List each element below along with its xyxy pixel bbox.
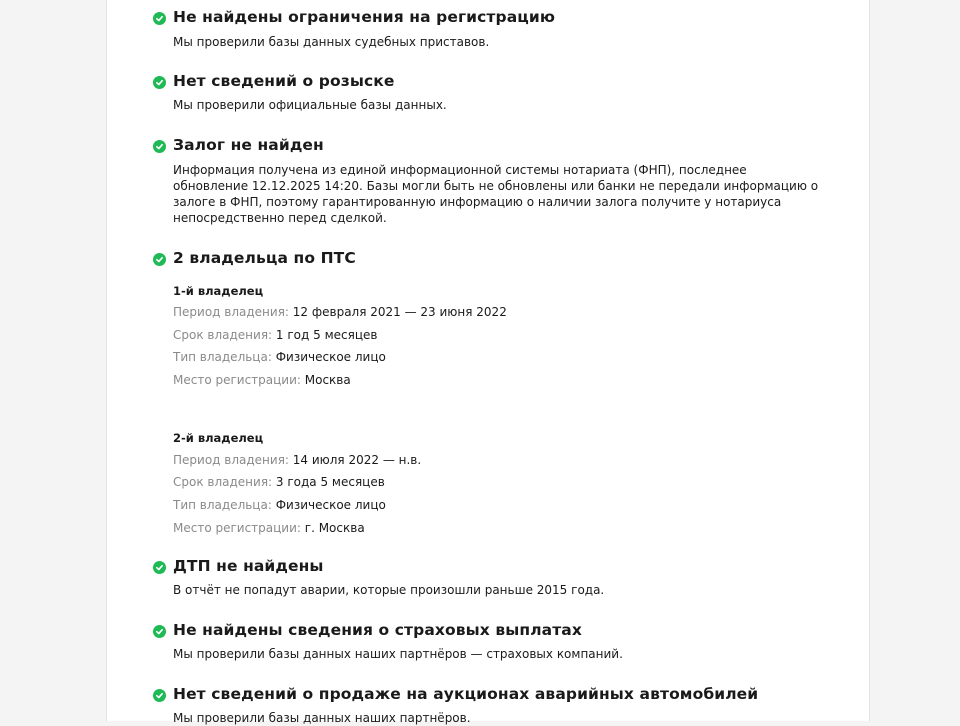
owner-row-label: Срок владения: [173,475,276,489]
check-title: Нет сведений о продаже на аукционах аварийных автомобилей [173,685,759,703]
check-title: ДТП не найдены [173,557,324,575]
owner-heading: 2-й владелец [173,431,264,445]
check-circle-icon [153,253,166,266]
owner-row-value: 12 февраля 2021 — 23 июня 2022 [292,305,507,319]
check-circle-icon [153,689,166,702]
owner-row [173,475,385,489]
owner-row [173,305,507,319]
owner-row-value: Москва [304,373,351,387]
check-description: Мы проверили базы данных наших партнёров — страховых компаний. [173,647,623,661]
owner-row [173,521,365,535]
owner-row-label: Тип владельца: [173,350,276,364]
check-description: Мы проверили официальные базы данных. [173,98,447,112]
check-title: Нет сведений о розыске [173,72,395,90]
owner-row-label: Срок владения: [173,328,276,342]
owner-row-label: Период владения: [173,453,293,467]
owner-row-value: 1 год 5 месяцев [275,328,378,342]
check-description-line: непосредственно перед сделкой. [173,211,387,225]
check-circle-icon [153,625,166,638]
report-panel [106,0,870,725]
owner-row [173,328,377,342]
check-circle-icon [153,561,166,574]
owner-row-label: Место регистрации: [173,521,305,535]
owner-row-label: Период владения: [173,305,293,319]
check-circle-icon [153,76,166,89]
owner-row-value: 14 июля 2022 — н.в. [292,453,422,467]
owner-row [173,373,351,387]
owner-row-value: 3 года 5 месяцев [275,475,385,489]
check-description: В отчёт не попадут аварии, которые произошли раньше 2015 года. [173,583,605,597]
owner-row [173,498,386,512]
owner-row-value: г. Москва [304,521,365,535]
check-title: 2 владельца по ПТС [173,249,356,267]
check-description-line: обновление 12.12.2025 14:20. Базы могли быть не обновлены или банки не передали информацию о [173,179,819,193]
check-title: Не найдены ограничения на регистрацию [173,8,555,26]
owner-row [173,453,421,467]
owner-row-value: Физическое лицо [275,350,386,364]
check-description-line: Информация получена из единой информационной системы нотариата (ФНП), последнее [173,163,747,177]
owner-row-label: Тип владельца: [173,498,276,512]
owner-row-value: Физическое лицо [275,498,386,512]
owner-row-label: Место регистрации: [173,373,305,387]
check-description-line: залоге в ФНП, поэтому гарантированную информацию о наличии залога получите у нотариуса [173,195,782,209]
check-title: Не найдены сведения о страховых выплатах [173,621,582,639]
check-description: Мы проверили базы данных наших партнёров. [173,711,471,725]
owner-heading: 1-й владелец [173,284,264,298]
check-description: Мы проверили базы данных судебных приставов. [173,35,490,49]
check-circle-icon [153,140,166,153]
check-title: Залог не найден [173,136,324,154]
check-circle-icon [153,12,166,25]
owner-row [173,350,386,364]
